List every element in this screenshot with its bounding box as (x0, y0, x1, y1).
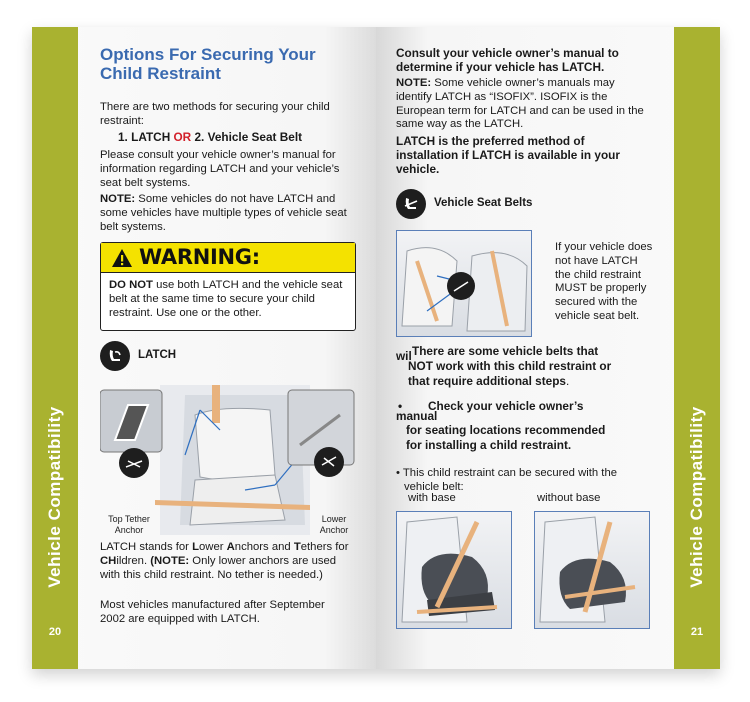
preferred-text: LATCH is the preferred method of installation if LATCH is available in your vehicle. (396, 134, 620, 176)
consult-text: Please consult your vehicle owner’s manual for information regarding LATCH and your vehicle’s seat belt systems. (100, 149, 340, 189)
methods-line: 1. LATCH OR 2. Vehicle Seat Belt (118, 130, 303, 144)
page-20 (32, 27, 376, 669)
bullet-vehicle-belt: • This child restraint can be secured with the vehicle belt: (396, 467, 618, 493)
page-number: 20 (48, 626, 62, 638)
latch-definition: LATCH stands for Lower Anchors and Tethers for CHildren. (NOTE: Only lower anchors are used with this child restraint. No tether is needed.) (100, 541, 349, 581)
latch-illustration (100, 385, 355, 535)
without-base-caption: without base (537, 492, 601, 504)
note-text: NOTE: Some vehicles do not have LATCH and some vehicles have multiple types of vehicle seat belt systems. (100, 193, 347, 233)
most-vehicles-text: Most vehicles manufactured after September 2002 are equipped with LATCH. (100, 599, 325, 625)
page-title: Options For Securing Your Child Restraint (100, 45, 316, 83)
latch-heading: LATCH (100, 341, 176, 371)
side-tab-right (674, 27, 720, 669)
seat-belt-illustration (396, 230, 532, 337)
warning-body: DO NOT use both LATCH and the vehicle seat belt at the same time to secure your child restraint. Use one or the other. (109, 279, 343, 319)
warning-header (101, 243, 355, 273)
consult-heading: Consult your vehicle owner’s manual to determine if your vehicle has LATCH. (396, 46, 619, 74)
page-number: 21 (690, 626, 704, 638)
with-base-illustration (396, 511, 512, 629)
car-seat-icon (100, 341, 130, 371)
intro-text: There are two methods for securing your child restraint: (100, 101, 330, 127)
warning-box (100, 242, 356, 331)
warning-triangle-icon (111, 248, 133, 268)
seat-belts-heading: Vehicle Seat Belts (396, 189, 532, 219)
side-tab-left (32, 27, 78, 669)
warning-title: WARNING: (139, 244, 260, 269)
if-no-latch-text: If your vehicle does not have LATCH the child restraint MUST be properly secured with the vehicle seat belt. (555, 241, 653, 322)
lower-anchor-caption: Lower Anchor (319, 514, 349, 535)
tab-label: Vehicle Compatibility (45, 406, 64, 588)
tab-label: Vehicle Compatibility (687, 406, 706, 588)
top-tether-caption: Top Tether Anchor (108, 514, 150, 535)
page-21: Vehicle Compatibility 21 Consult your vehicle owner’s manual to determine if your vehicle has LATCH. NOTE: Some vehicle owner’s manuals may identify LATCH as “ISOFIX”. ISOFIX is the European term for LATCH and can be used in the same way as the LATCH. LATCH is the preferred method of installation if LATCH is available in your vehicle. Vehicle Seat Belts If your vehicle does not have LATCH the child restraint MUST be properly secured with the vehicle seat belt. wil There are some vehicle belts that NOT work with this child restraint or that require additional steps. • Check your vehicle owner’s manual for seating locations recommended for installing a child restraint. • This child restraint can be secured with the vehicle belt: with base without base (376, 27, 720, 669)
isofix-note: NOTE: Some vehicle owner’s manuals may identify LATCH as “ISOFIX”. ISOFIX is the European term for LATCH and can be used in the same way as the LATCH. (396, 77, 644, 131)
with-base-caption: with base (408, 492, 456, 504)
booklet-spread (32, 27, 720, 669)
without-base-illustration (534, 511, 650, 629)
car-seat-icon (396, 189, 426, 219)
